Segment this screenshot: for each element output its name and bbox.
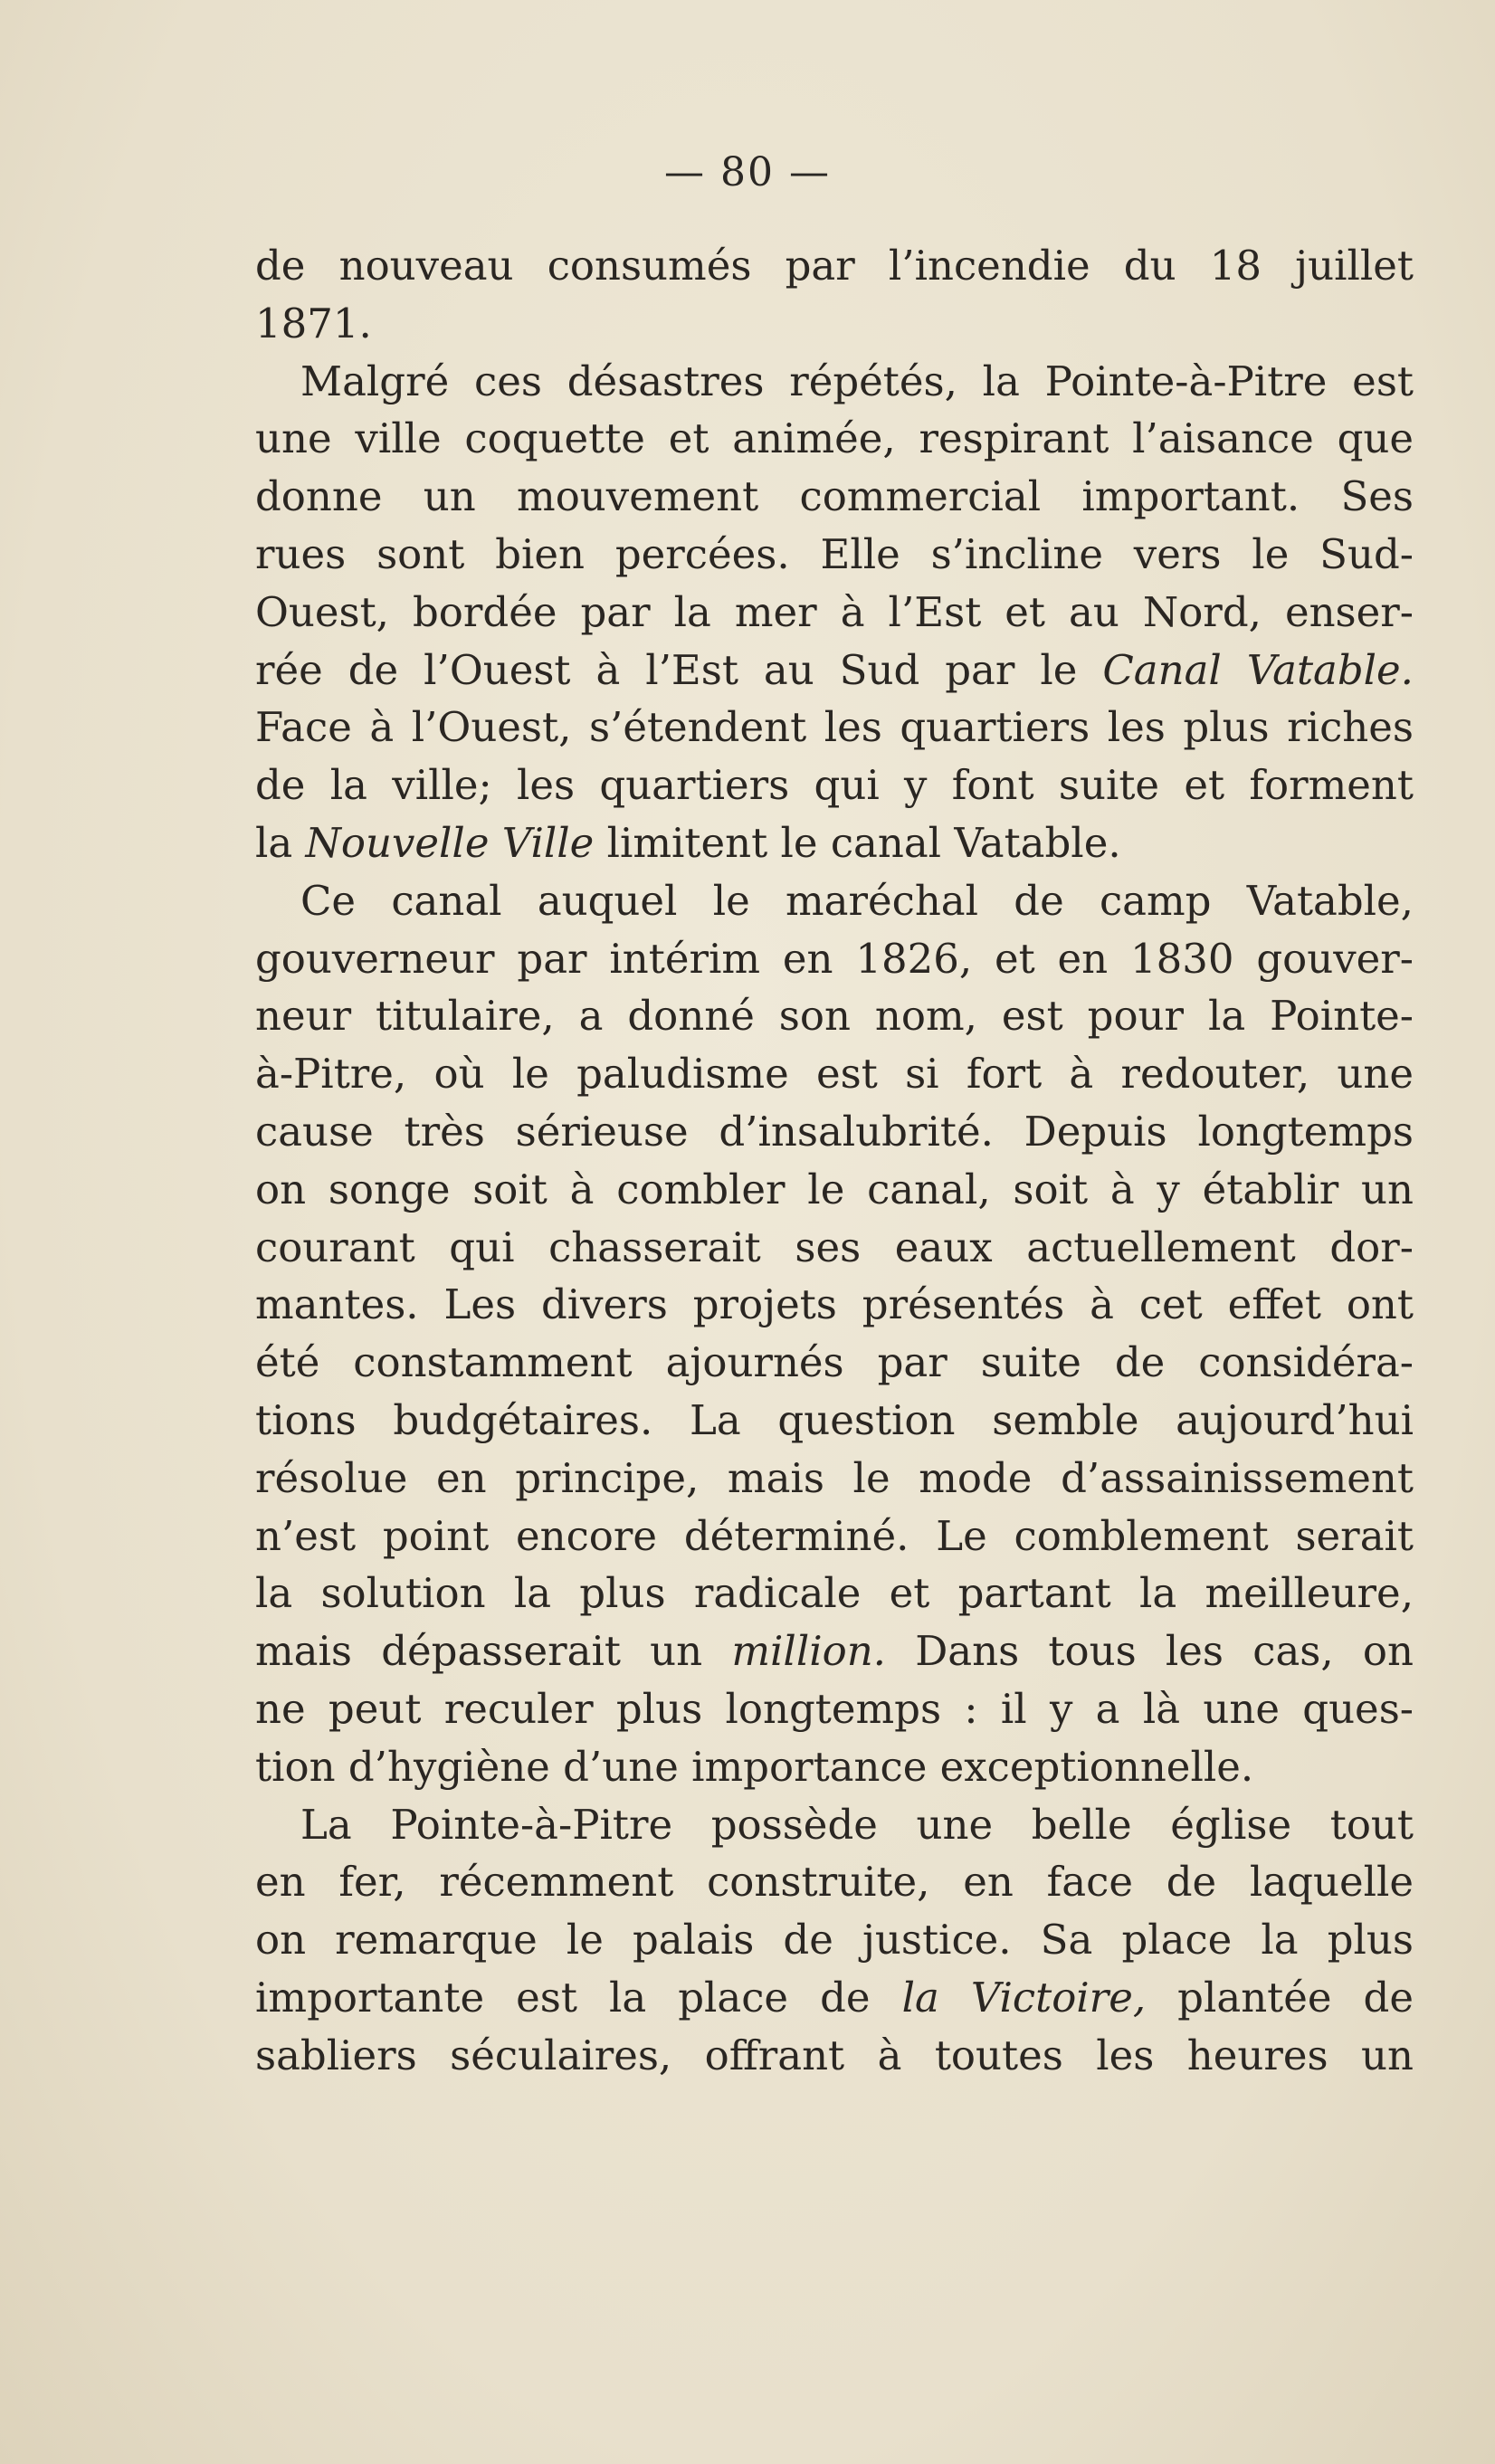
text-run: donne un mouvement commercial important. Ses [255, 472, 1414, 521]
text-run: de nouveau consumés par l’incendie du 18 juillet [255, 242, 1414, 290]
text-line [255, 872, 1414, 930]
text-run: sabliers séculaires, offrant à toutes les heures un [255, 2031, 1414, 2079]
text-run: la solution la plus radicale et partant la meilleure, [255, 1569, 1414, 1618]
text-run: cause très sérieuse d’insalubrité. Depuis longtemps [255, 1107, 1414, 1156]
text-run: rues sont bien percées. Elle s’incline vers le Sud- [255, 529, 1414, 578]
text-run: neur titulaire, a donné son nom, est pour la Pointe- [255, 992, 1414, 1041]
text-line [255, 1508, 1414, 1565]
body-text [255, 237, 1414, 2085]
text-line [255, 1045, 1414, 1103]
text-line [255, 1911, 1414, 1969]
text-run: rée de l’Ouest à l’Est au Sud par le [255, 645, 1103, 694]
text-run: Dans tous les cas, on [885, 1627, 1414, 1676]
text-run: Face à l’Ouest, s’étendent les quartiers les plus riches [255, 703, 1414, 752]
text-line [255, 1450, 1414, 1508]
text-run: tions budgétaires. La question semble aujourd’hui [255, 1395, 1414, 1444]
text-line [255, 642, 1414, 699]
italic-text: million. [731, 1627, 886, 1676]
italic-text: Canal Vatable. [1102, 645, 1414, 694]
text-run: mantes. Les divers projets présentés à cet effet ont [255, 1280, 1414, 1329]
page-number: — 80 — [664, 149, 831, 195]
text-run: Malgré ces désastres répétés, la Pointe-à-Pitre est [300, 357, 1414, 405]
text-line [255, 1392, 1414, 1450]
text-line [255, 699, 1414, 756]
text-run: plantée de [1146, 1973, 1414, 2022]
text-line [255, 1565, 1414, 1622]
text-run: à-Pitre, où le paludisme est si fort à redouter, une [255, 1050, 1414, 1099]
text-run: courant qui chasserait ses eaux actuellement dor- [255, 1222, 1414, 1271]
text-line [255, 1103, 1414, 1161]
text-run: résolue en principe, mais le mode d’assainissement [255, 1453, 1414, 1502]
text-run: La Pointe-à-Pitre possède une belle église tout [300, 1800, 1414, 1849]
text-run: gouverneur par intérim en 1826, et en 1830 gouver- [255, 934, 1414, 983]
text-line [255, 1680, 1414, 1738]
text-line [255, 2027, 1414, 2085]
text-run: Ce canal auquel le maréchal de camp Vatable, [300, 876, 1414, 925]
text-line [255, 353, 1414, 411]
text-run: ne peut reculer plus longtemps : il y a là une ques- [255, 1684, 1414, 1733]
text-run: de la ville; les quartiers qui y font suite et forment [255, 761, 1414, 810]
text-run: une ville coquette et animée, respirant l’aisance que [255, 414, 1414, 463]
text-line [255, 526, 1414, 584]
text-run: en fer, récemment construite, en face de laquelle [255, 1858, 1414, 1907]
text-run: Ouest, bordée par la mer à l’Est et au Nord, enser- [255, 587, 1414, 636]
italic-text: Nouvelle Ville [305, 818, 595, 867]
text-line [255, 1796, 1414, 1854]
text-run: on remarque le palais de justice. Sa place la plus [255, 1916, 1414, 1965]
text-run: importante est la place de [255, 1973, 902, 2022]
text-run: limitent le canal Vatable. [594, 818, 1121, 867]
text-line [255, 1969, 1414, 2027]
text-line [255, 1276, 1414, 1334]
italic-text: la Victoire, [901, 1973, 1147, 2022]
text-run: on songe soit à combler le canal, soit à y établir un [255, 1165, 1414, 1213]
text-line [255, 237, 1414, 295]
text-run: n’est point encore déterminé. Le comblement serait [255, 1511, 1414, 1560]
text-line [255, 295, 1414, 353]
text-line [255, 1853, 1414, 1911]
text-line [255, 584, 1414, 642]
text-line [255, 930, 1414, 988]
text-line [255, 468, 1414, 526]
text-line [255, 1219, 1414, 1277]
text-run: 1871. [255, 299, 372, 347]
text-line [255, 814, 1414, 872]
text-run: tion d’hygiène d’une importance exceptionnelle. [255, 1742, 1254, 1791]
text-line [255, 987, 1414, 1045]
text-line [255, 1161, 1414, 1219]
text-line [255, 1738, 1414, 1796]
text-line [255, 1622, 1414, 1680]
text-line [255, 1334, 1414, 1392]
text-run: mais dépasserait un [255, 1627, 732, 1676]
text-line [255, 756, 1414, 814]
text-line [255, 410, 1414, 468]
text-run: été constamment ajournés par suite de considéra- [255, 1338, 1414, 1387]
text-run: la [255, 818, 306, 867]
